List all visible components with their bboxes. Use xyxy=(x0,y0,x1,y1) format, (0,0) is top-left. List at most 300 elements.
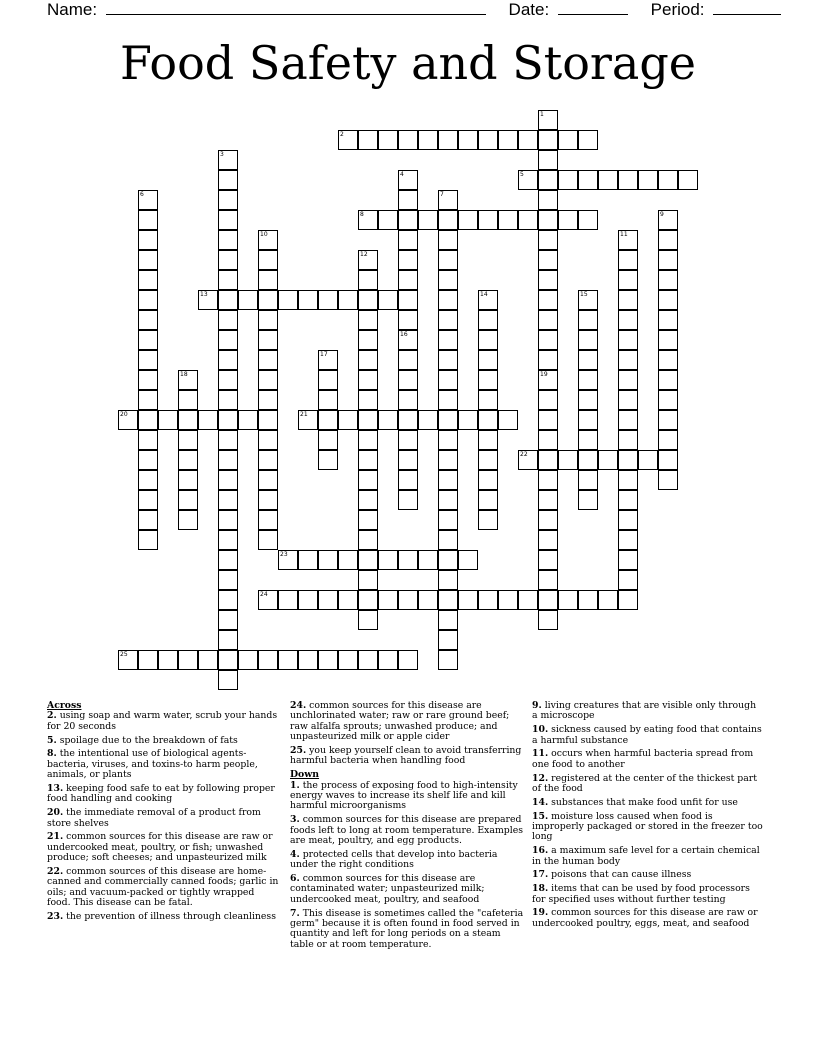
grid-cell[interactable] xyxy=(138,270,158,290)
grid-cell[interactable] xyxy=(218,270,238,290)
grid-cell[interactable] xyxy=(318,370,338,390)
grid-cell[interactable] xyxy=(158,410,178,430)
grid-cell[interactable] xyxy=(618,490,638,510)
grid-cell[interactable] xyxy=(538,230,558,250)
grid-cell[interactable] xyxy=(658,410,678,430)
grid-cell[interactable] xyxy=(438,370,458,390)
grid-cell[interactable] xyxy=(658,390,678,410)
grid-cell[interactable] xyxy=(258,490,278,510)
grid-cell[interactable] xyxy=(218,170,238,190)
grid-cell[interactable] xyxy=(478,330,498,350)
grid-cell[interactable] xyxy=(618,410,638,430)
grid-cell[interactable] xyxy=(218,630,238,650)
grid-cell[interactable] xyxy=(358,650,378,670)
grid-cell[interactable] xyxy=(218,550,238,570)
grid-cell[interactable] xyxy=(438,310,458,330)
grid-cell[interactable] xyxy=(658,370,678,390)
grid-cell[interactable] xyxy=(358,270,378,290)
grid-cell[interactable] xyxy=(518,130,538,150)
grid-cell[interactable] xyxy=(378,130,398,150)
grid-cell[interactable] xyxy=(318,390,338,410)
grid-cell[interactable] xyxy=(538,430,558,450)
grid-cell[interactable] xyxy=(618,510,638,530)
grid-cell[interactable] xyxy=(358,510,378,530)
grid-cell[interactable] xyxy=(658,430,678,450)
grid-cell[interactable] xyxy=(218,370,238,390)
grid-cell[interactable] xyxy=(658,350,678,370)
grid-cell[interactable] xyxy=(538,490,558,510)
grid-cell[interactable] xyxy=(218,670,238,690)
grid-cell[interactable] xyxy=(278,290,298,310)
grid-cell[interactable] xyxy=(358,410,378,430)
grid-cell[interactable] xyxy=(398,210,418,230)
grid-cell[interactable] xyxy=(538,590,558,610)
grid-cell[interactable] xyxy=(218,390,238,410)
grid-cell[interactable] xyxy=(398,130,418,150)
grid-cell[interactable] xyxy=(398,490,418,510)
grid-cell[interactable] xyxy=(658,470,678,490)
grid-cell[interactable] xyxy=(358,390,378,410)
grid-cell[interactable] xyxy=(438,410,458,430)
grid-cell[interactable] xyxy=(538,610,558,630)
grid-cell[interactable] xyxy=(398,650,418,670)
grid-cell[interactable] xyxy=(318,450,338,470)
grid-cell[interactable] xyxy=(218,190,238,210)
grid-cell[interactable] xyxy=(398,370,418,390)
grid-cell[interactable] xyxy=(518,590,538,610)
clue-down-7: 7. This disease is sometimes called the "cafeteria germ" because it is often found in food served in quantity and left for long periods on a steam table or at room temperature. xyxy=(290,907,524,950)
grid-cell[interactable] xyxy=(538,250,558,270)
clues-column-1 xyxy=(47,701,279,926)
grid-cell[interactable] xyxy=(358,290,378,310)
grid-cell[interactable] xyxy=(538,510,558,530)
grid-cell[interactable] xyxy=(478,410,498,430)
grid-cell[interactable] xyxy=(478,590,498,610)
grid-cell[interactable] xyxy=(438,570,458,590)
grid-cell[interactable] xyxy=(318,650,338,670)
grid-cell[interactable] xyxy=(398,410,418,430)
grid-cell[interactable] xyxy=(138,390,158,410)
clue-down-9: 9. living creatures that are visible only through a microscope xyxy=(532,700,757,722)
grid-cell[interactable] xyxy=(138,230,158,250)
grid-cell[interactable] xyxy=(258,410,278,430)
grid-cell[interactable] xyxy=(218,230,238,250)
grid-cell[interactable] xyxy=(218,510,238,530)
grid-cell[interactable] xyxy=(658,290,678,310)
grid-cell[interactable] xyxy=(658,330,678,350)
clue-number: 2 xyxy=(340,131,344,138)
grid-cell[interactable] xyxy=(438,130,458,150)
grid-cell[interactable] xyxy=(178,410,198,430)
grid-cell[interactable] xyxy=(318,430,338,450)
grid-cell[interactable] xyxy=(438,350,458,370)
grid-cell[interactable] xyxy=(538,310,558,330)
grid-cell[interactable] xyxy=(478,310,498,330)
grid-cell[interactable] xyxy=(358,610,378,630)
grid-cell[interactable] xyxy=(378,650,398,670)
grid-cell[interactable] xyxy=(418,410,438,430)
grid-cell[interactable] xyxy=(358,310,378,330)
grid-cell[interactable] xyxy=(538,330,558,350)
grid-cell[interactable] xyxy=(438,630,458,650)
clue-number: 16 xyxy=(400,331,408,338)
grid-cell[interactable] xyxy=(218,430,238,450)
grid-cell[interactable] xyxy=(438,650,458,670)
grid-cell[interactable] xyxy=(138,330,158,350)
grid-cell[interactable] xyxy=(658,170,678,190)
grid-cell[interactable] xyxy=(438,230,458,250)
grid-cell[interactable] xyxy=(398,250,418,270)
clue-number: 15 xyxy=(580,291,588,298)
grid-cell[interactable] xyxy=(258,250,278,270)
grid-cell[interactable] xyxy=(258,510,278,530)
grid-cell[interactable] xyxy=(578,490,598,510)
grid-cell[interactable] xyxy=(198,410,218,430)
grid-cell[interactable] xyxy=(138,210,158,230)
grid-cell[interactable] xyxy=(578,390,598,410)
grid-cell[interactable] xyxy=(258,650,278,670)
grid-cell[interactable] xyxy=(178,650,198,670)
grid-cell[interactable] xyxy=(138,530,158,550)
clue-number: 6 xyxy=(140,191,144,198)
grid-cell[interactable] xyxy=(478,450,498,470)
grid-cell[interactable] xyxy=(618,250,638,270)
grid-cell[interactable] xyxy=(678,170,698,190)
grid-cell[interactable] xyxy=(338,410,358,430)
grid-cell[interactable] xyxy=(258,350,278,370)
grid-cell[interactable] xyxy=(618,470,638,490)
grid-cell[interactable] xyxy=(578,590,598,610)
grid-cell[interactable] xyxy=(578,130,598,150)
grid-cell[interactable] xyxy=(138,470,158,490)
grid-cell[interactable] xyxy=(218,310,238,330)
grid-cell[interactable] xyxy=(578,450,598,470)
grid-cell[interactable] xyxy=(658,310,678,330)
grid-cell[interactable] xyxy=(618,590,638,610)
grid-cell[interactable] xyxy=(578,350,598,370)
grid-cell[interactable] xyxy=(378,550,398,570)
down-heading: Down xyxy=(290,769,320,781)
grid-cell[interactable] xyxy=(218,330,238,350)
grid-cell[interactable] xyxy=(598,450,618,470)
grid-cell[interactable] xyxy=(398,310,418,330)
grid-cell[interactable] xyxy=(358,550,378,570)
grid-cell[interactable] xyxy=(578,430,598,450)
grid-cell[interactable] xyxy=(218,650,238,670)
grid-cell[interactable] xyxy=(478,210,498,230)
grid-cell[interactable] xyxy=(438,250,458,270)
grid-cell[interactable] xyxy=(658,450,678,470)
grid-cell[interactable] xyxy=(538,190,558,210)
clue-number: 5 xyxy=(520,171,524,178)
grid-cell[interactable] xyxy=(458,130,478,150)
grid-cell[interactable] xyxy=(358,590,378,610)
grid-cell[interactable] xyxy=(218,410,238,430)
clue-across-13: 13. keeping food safe to eat by following proper food handling and cooking xyxy=(47,783,275,805)
grid-cell[interactable] xyxy=(338,650,358,670)
grid-cell[interactable] xyxy=(498,130,518,150)
grid-cell[interactable] xyxy=(358,470,378,490)
grid-cell[interactable] xyxy=(438,390,458,410)
grid-cell[interactable] xyxy=(378,410,398,430)
grid-cell[interactable] xyxy=(278,590,298,610)
clue-down-19: 19. common sources for this disease are raw or undercooked poultry, eggs, meat, and seafood xyxy=(532,907,758,929)
grid-cell[interactable] xyxy=(438,430,458,450)
grid-cell[interactable] xyxy=(458,550,478,570)
grid-cell[interactable] xyxy=(438,330,458,350)
grid-cell[interactable] xyxy=(378,590,398,610)
grid-cell[interactable] xyxy=(398,270,418,290)
grid-cell[interactable] xyxy=(278,650,298,670)
grid-cell[interactable] xyxy=(578,470,598,490)
grid-cell[interactable] xyxy=(138,510,158,530)
grid-cell[interactable] xyxy=(398,590,418,610)
grid-cell[interactable] xyxy=(138,450,158,470)
grid-cell[interactable] xyxy=(378,210,398,230)
clue-down-12: 12. registered at the center of the thickest part of the food xyxy=(532,772,757,795)
grid-cell[interactable] xyxy=(538,270,558,290)
grid-cell[interactable] xyxy=(258,310,278,330)
grid-cell[interactable] xyxy=(258,470,278,490)
grid-cell[interactable] xyxy=(318,290,338,310)
grid-cell[interactable] xyxy=(398,470,418,490)
grid-cell[interactable] xyxy=(298,550,318,570)
grid-cell[interactable] xyxy=(298,290,318,310)
grid-cell[interactable] xyxy=(538,290,558,310)
grid-cell[interactable] xyxy=(318,590,338,610)
grid-cell[interactable] xyxy=(338,590,358,610)
grid-cell[interactable] xyxy=(578,170,598,190)
clue-across-25: 25. you keep yourself clean to avoid transferring harmful bacteria when handling food xyxy=(290,745,522,767)
grid-cell[interactable] xyxy=(618,290,638,310)
grid-cell[interactable] xyxy=(478,510,498,530)
grid-cell[interactable] xyxy=(178,430,198,450)
grid-cell[interactable] xyxy=(618,310,638,330)
grid-cell[interactable] xyxy=(538,130,558,150)
grid-cell[interactable] xyxy=(438,590,458,610)
grid-cell[interactable] xyxy=(358,490,378,510)
grid-cell[interactable] xyxy=(138,430,158,450)
grid-cell[interactable] xyxy=(338,550,358,570)
grid-cell[interactable] xyxy=(618,530,638,550)
grid-cell[interactable] xyxy=(318,550,338,570)
grid-cell[interactable] xyxy=(598,170,618,190)
grid-cell[interactable] xyxy=(178,390,198,410)
grid-cell[interactable] xyxy=(398,230,418,250)
grid-cell[interactable] xyxy=(358,570,378,590)
grid-cell[interactable] xyxy=(218,590,238,610)
grid-cell[interactable] xyxy=(358,530,378,550)
grid-cell[interactable] xyxy=(598,590,618,610)
grid-cell[interactable] xyxy=(438,210,458,230)
grid-cell[interactable] xyxy=(478,470,498,490)
grid-cell[interactable] xyxy=(438,450,458,470)
grid-cell[interactable] xyxy=(298,650,318,670)
grid-cell[interactable] xyxy=(258,370,278,390)
grid-cell[interactable] xyxy=(258,450,278,470)
grid-cell[interactable] xyxy=(538,450,558,470)
grid-cell[interactable] xyxy=(238,650,258,670)
grid-cell[interactable] xyxy=(538,530,558,550)
clue-number: 9 xyxy=(660,211,664,218)
clue-across-21: 21. common sources for this disease are raw or undercooked meat, poultry, or fish; unwashed produce; soft cheeses; and unpasteurized milk xyxy=(47,831,273,864)
grid-cell[interactable] xyxy=(258,270,278,290)
grid-cell[interactable] xyxy=(578,210,598,230)
grid-cell[interactable] xyxy=(438,470,458,490)
grid-cell[interactable] xyxy=(558,210,578,230)
grid-cell[interactable] xyxy=(498,410,518,430)
grid-cell[interactable] xyxy=(618,430,638,450)
grid-cell[interactable] xyxy=(618,390,638,410)
grid-cell[interactable] xyxy=(218,490,238,510)
grid-cell[interactable] xyxy=(458,410,478,430)
grid-cell[interactable] xyxy=(258,330,278,350)
grid-cell[interactable] xyxy=(358,130,378,150)
grid-cell[interactable] xyxy=(138,250,158,270)
grid-cell[interactable] xyxy=(398,290,418,310)
grid-cell[interactable] xyxy=(138,310,158,330)
grid-cell[interactable] xyxy=(358,350,378,370)
grid-cell[interactable] xyxy=(218,210,238,230)
grid-cell[interactable] xyxy=(418,210,438,230)
grid-cell[interactable] xyxy=(558,170,578,190)
grid-cell[interactable] xyxy=(658,230,678,250)
grid-cell[interactable] xyxy=(518,210,538,230)
grid-cell[interactable] xyxy=(298,590,318,610)
grid-cell[interactable] xyxy=(478,430,498,450)
grid-cell[interactable] xyxy=(478,370,498,390)
grid-cell[interactable] xyxy=(538,470,558,490)
grid-cell[interactable] xyxy=(538,570,558,590)
grid-cell[interactable] xyxy=(618,450,638,470)
grid-cell[interactable] xyxy=(558,130,578,150)
grid-cell[interactable] xyxy=(258,290,278,310)
grid-cell[interactable] xyxy=(438,270,458,290)
grid-cell[interactable] xyxy=(418,130,438,150)
clue-down-4: 4. protected cells that develop into bacteria under the right conditions xyxy=(290,848,498,871)
grid-cell[interactable] xyxy=(438,490,458,510)
grid-cell[interactable] xyxy=(578,410,598,430)
grid-cell[interactable] xyxy=(138,290,158,310)
grid-cell[interactable] xyxy=(618,330,638,350)
grid-cell[interactable] xyxy=(218,350,238,370)
grid-cell[interactable] xyxy=(538,550,558,570)
grid-cell[interactable] xyxy=(358,330,378,350)
grid-cell[interactable] xyxy=(538,170,558,190)
grid-cell[interactable] xyxy=(558,450,578,470)
clue-number: 18 xyxy=(180,371,188,378)
grid-cell[interactable] xyxy=(178,510,198,530)
grid-cell[interactable] xyxy=(478,350,498,370)
grid-cell[interactable] xyxy=(638,170,658,190)
grid-cell[interactable] xyxy=(498,210,518,230)
grid-cell[interactable] xyxy=(218,250,238,270)
grid-cell[interactable] xyxy=(138,410,158,430)
grid-cell[interactable] xyxy=(178,470,198,490)
grid-cell[interactable] xyxy=(378,290,398,310)
grid-cell[interactable] xyxy=(398,450,418,470)
grid-cell[interactable] xyxy=(558,590,578,610)
grid-cell[interactable] xyxy=(618,550,638,570)
grid-cell[interactable] xyxy=(538,410,558,430)
grid-cell[interactable] xyxy=(578,330,598,350)
grid-cell[interactable] xyxy=(658,270,678,290)
grid-cell[interactable] xyxy=(238,290,258,310)
grid-cell[interactable] xyxy=(418,590,438,610)
grid-cell[interactable] xyxy=(438,530,458,550)
grid-cell[interactable] xyxy=(578,370,598,390)
clue-number: 11 xyxy=(620,231,628,238)
grid-cell[interactable] xyxy=(618,270,638,290)
grid-cell[interactable] xyxy=(318,410,338,430)
grid-cell[interactable] xyxy=(138,350,158,370)
grid-cell[interactable] xyxy=(218,470,238,490)
grid-cell[interactable] xyxy=(538,150,558,170)
grid-cell[interactable] xyxy=(238,410,258,430)
grid-cell[interactable] xyxy=(218,570,238,590)
grid-cell[interactable] xyxy=(498,590,518,610)
grid-cell[interactable] xyxy=(438,550,458,570)
grid-cell[interactable] xyxy=(218,290,238,310)
grid-cell[interactable] xyxy=(398,350,418,370)
grid-cell[interactable] xyxy=(358,430,378,450)
grid-cell[interactable] xyxy=(418,550,438,570)
grid-cell[interactable] xyxy=(258,390,278,410)
grid-cell[interactable] xyxy=(398,550,418,570)
grid-cell[interactable] xyxy=(258,530,278,550)
grid-cell[interactable] xyxy=(218,450,238,470)
grid-cell[interactable] xyxy=(358,450,378,470)
grid-cell[interactable] xyxy=(218,610,238,630)
grid-cell[interactable] xyxy=(578,310,598,330)
grid-cell[interactable] xyxy=(618,350,638,370)
grid-cell[interactable] xyxy=(438,510,458,530)
clue-number: 1 xyxy=(540,111,544,118)
grid-cell[interactable] xyxy=(458,590,478,610)
grid-cell[interactable] xyxy=(398,190,418,210)
grid-cell[interactable] xyxy=(338,290,358,310)
grid-cell[interactable] xyxy=(158,650,178,670)
grid-cell[interactable] xyxy=(178,450,198,470)
grid-cell[interactable] xyxy=(138,370,158,390)
grid-cell[interactable] xyxy=(398,390,418,410)
grid-cell[interactable] xyxy=(438,610,458,630)
grid-cell[interactable] xyxy=(618,370,638,390)
grid-cell[interactable] xyxy=(658,250,678,270)
grid-cell[interactable] xyxy=(138,490,158,510)
grid-cell[interactable] xyxy=(478,390,498,410)
grid-cell[interactable] xyxy=(258,430,278,450)
grid-cell[interactable] xyxy=(218,530,238,550)
grid-cell[interactable] xyxy=(478,490,498,510)
grid-cell[interactable] xyxy=(618,570,638,590)
grid-cell[interactable] xyxy=(618,170,638,190)
grid-cell[interactable] xyxy=(478,130,498,150)
grid-cell[interactable] xyxy=(178,490,198,510)
clues-column-3 xyxy=(532,701,764,933)
clue-across-2: 2. using soap and warm water, scrub your hands for 20 seconds xyxy=(47,710,278,732)
grid-cell[interactable] xyxy=(538,210,558,230)
grid-cell[interactable] xyxy=(458,210,478,230)
grid-cell[interactable] xyxy=(438,290,458,310)
grid-cell[interactable] xyxy=(138,650,158,670)
grid-cell[interactable] xyxy=(538,390,558,410)
grid-cell[interactable] xyxy=(538,350,558,370)
grid-cell[interactable] xyxy=(398,430,418,450)
grid-cell[interactable] xyxy=(198,650,218,670)
grid-cell[interactable] xyxy=(358,370,378,390)
grid-cell[interactable] xyxy=(638,450,658,470)
